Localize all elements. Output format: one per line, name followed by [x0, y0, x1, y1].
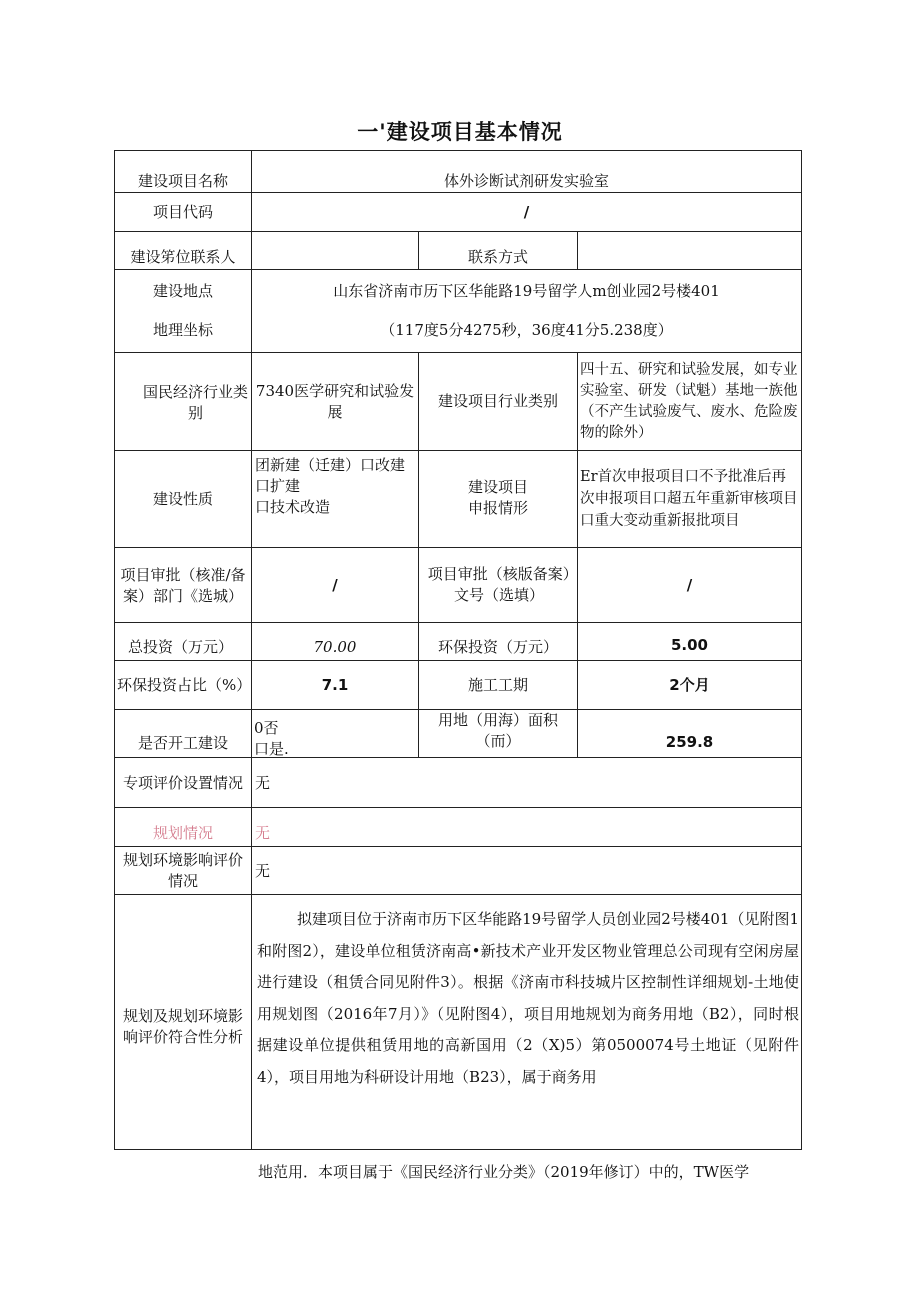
land-area-value: 259.8 — [665, 732, 714, 751]
construction-period-label: 施工工期 — [467, 675, 528, 694]
nature-options — [253, 455, 418, 545]
contact-method-value — [578, 232, 801, 269]
total-investment-value: 70.00 — [313, 637, 357, 656]
nature-label: 建设性质 — [152, 489, 213, 508]
started-label: 是否开工建设 — [137, 733, 228, 752]
planning-env-value: 无 — [255, 861, 271, 880]
project-code-label: 项目代码 — [152, 202, 213, 221]
footer-text: 地范用．本项目属于《国民经济行业分类》（2019年修订）中的，TW医学 — [258, 1163, 750, 1181]
project-name-value: 体外诊断试剂研发实验室 — [443, 171, 609, 190]
nature-option-new: 团新建（迁建）口改建 — [255, 456, 406, 474]
contact-person-label: 建设笫位联系人 — [130, 247, 236, 266]
approval-dept-value: / — [332, 575, 338, 594]
project-name-label: 建设项目名称 — [137, 171, 228, 190]
construction-period-value: 2个月 — [669, 675, 710, 694]
planning-value: 无 — [255, 823, 271, 842]
declaration-label-line1: 建设项目 — [467, 478, 528, 496]
env-ratio-label: 环保投资占比（%） — [117, 675, 252, 694]
planning-label: 规划情况 — [152, 823, 213, 842]
compliance-label: 规划及规划环境影响评价符合性分析 — [122, 1007, 243, 1046]
env-investment-value: 5.00 — [670, 635, 708, 654]
industry-category-value: 四十五、研究和试验发展，如专业实验室、研发（试魁）基地一族他（不产生试验废气、废水、危险废物的除外） — [580, 361, 798, 441]
started-options — [254, 710, 418, 756]
env-investment-label: 环保投资（万元） — [437, 637, 558, 656]
planning-env-label: 规划环境影响评价情况 — [122, 851, 243, 890]
industry-value: 7340医学研究和试验发展 — [255, 381, 415, 421]
nature-option-expand: 口扩建 — [255, 477, 301, 495]
special-eval-label: 专项评价设置情况 — [122, 773, 243, 792]
land-area-label: 用地（用海）面积（而） — [437, 711, 558, 750]
total-investment-label: 总投资（万元） — [127, 637, 233, 656]
coordinates-value: （117度5分4275秒，36度41分5.238度） — [380, 320, 673, 339]
started-option-no: 0否 — [254, 719, 279, 737]
industry-label: 国民经济行业类别 — [142, 383, 248, 422]
declaration-label-line2: 申报情形 — [467, 499, 528, 517]
industry-category-label: 建设项目行业类别 — [437, 392, 558, 410]
env-ratio-value: 7.1 — [321, 675, 349, 694]
approval-dept-label: 项目审批（核准/备案）部门《选城） — [120, 566, 246, 605]
coordinates-label: 地理坐标 — [152, 320, 213, 339]
started-option-yes: 口是. — [254, 740, 289, 756]
location-value: 山东省济南市历下区华能路19号留学人m创业园2号楼401 — [333, 281, 720, 300]
compliance-text — [257, 904, 799, 1093]
declaration-value: Er首次申报项目口不予批准后再次申报项目口超五年重新审核项目口重大变动重新报批项目 — [580, 469, 798, 529]
location-label: 建设地点 — [152, 281, 213, 300]
special-eval-value: 无 — [255, 773, 271, 792]
approval-doc-label: 项目审批（核版备案）文号（选填） — [427, 565, 571, 604]
compliance-text-body: 拟建项目位于济南市历下区华能路19号留学人员创业园2号楼401（见附图1和附图2），建设单位租赁济南高•新技术产业开发区物业管理总公司现有空闲房屋进行建设（租赁合同见附件3）。根据《济南市科技城片区控制性详细规划-土地使用规划图（2016年7月）》（见附图4），项目用地规划为商务用地（B2），同时根据建设单位提供租赁用地的高新国用（2（X)5）第0500074号土地证（见附件4），项目用地为科研设计用地（B23），属于商务用 — [257, 910, 799, 1086]
section-title: 一'建设项目基本情况 — [357, 120, 563, 144]
approval-doc-value: / — [686, 575, 693, 594]
contact-person-value — [252, 232, 418, 269]
declaration-label — [419, 468, 577, 528]
contact-method-label: 联系方式 — [467, 247, 528, 266]
project-code-value: / — [523, 202, 530, 221]
nature-option-tech: 口技术改造 — [255, 498, 331, 516]
